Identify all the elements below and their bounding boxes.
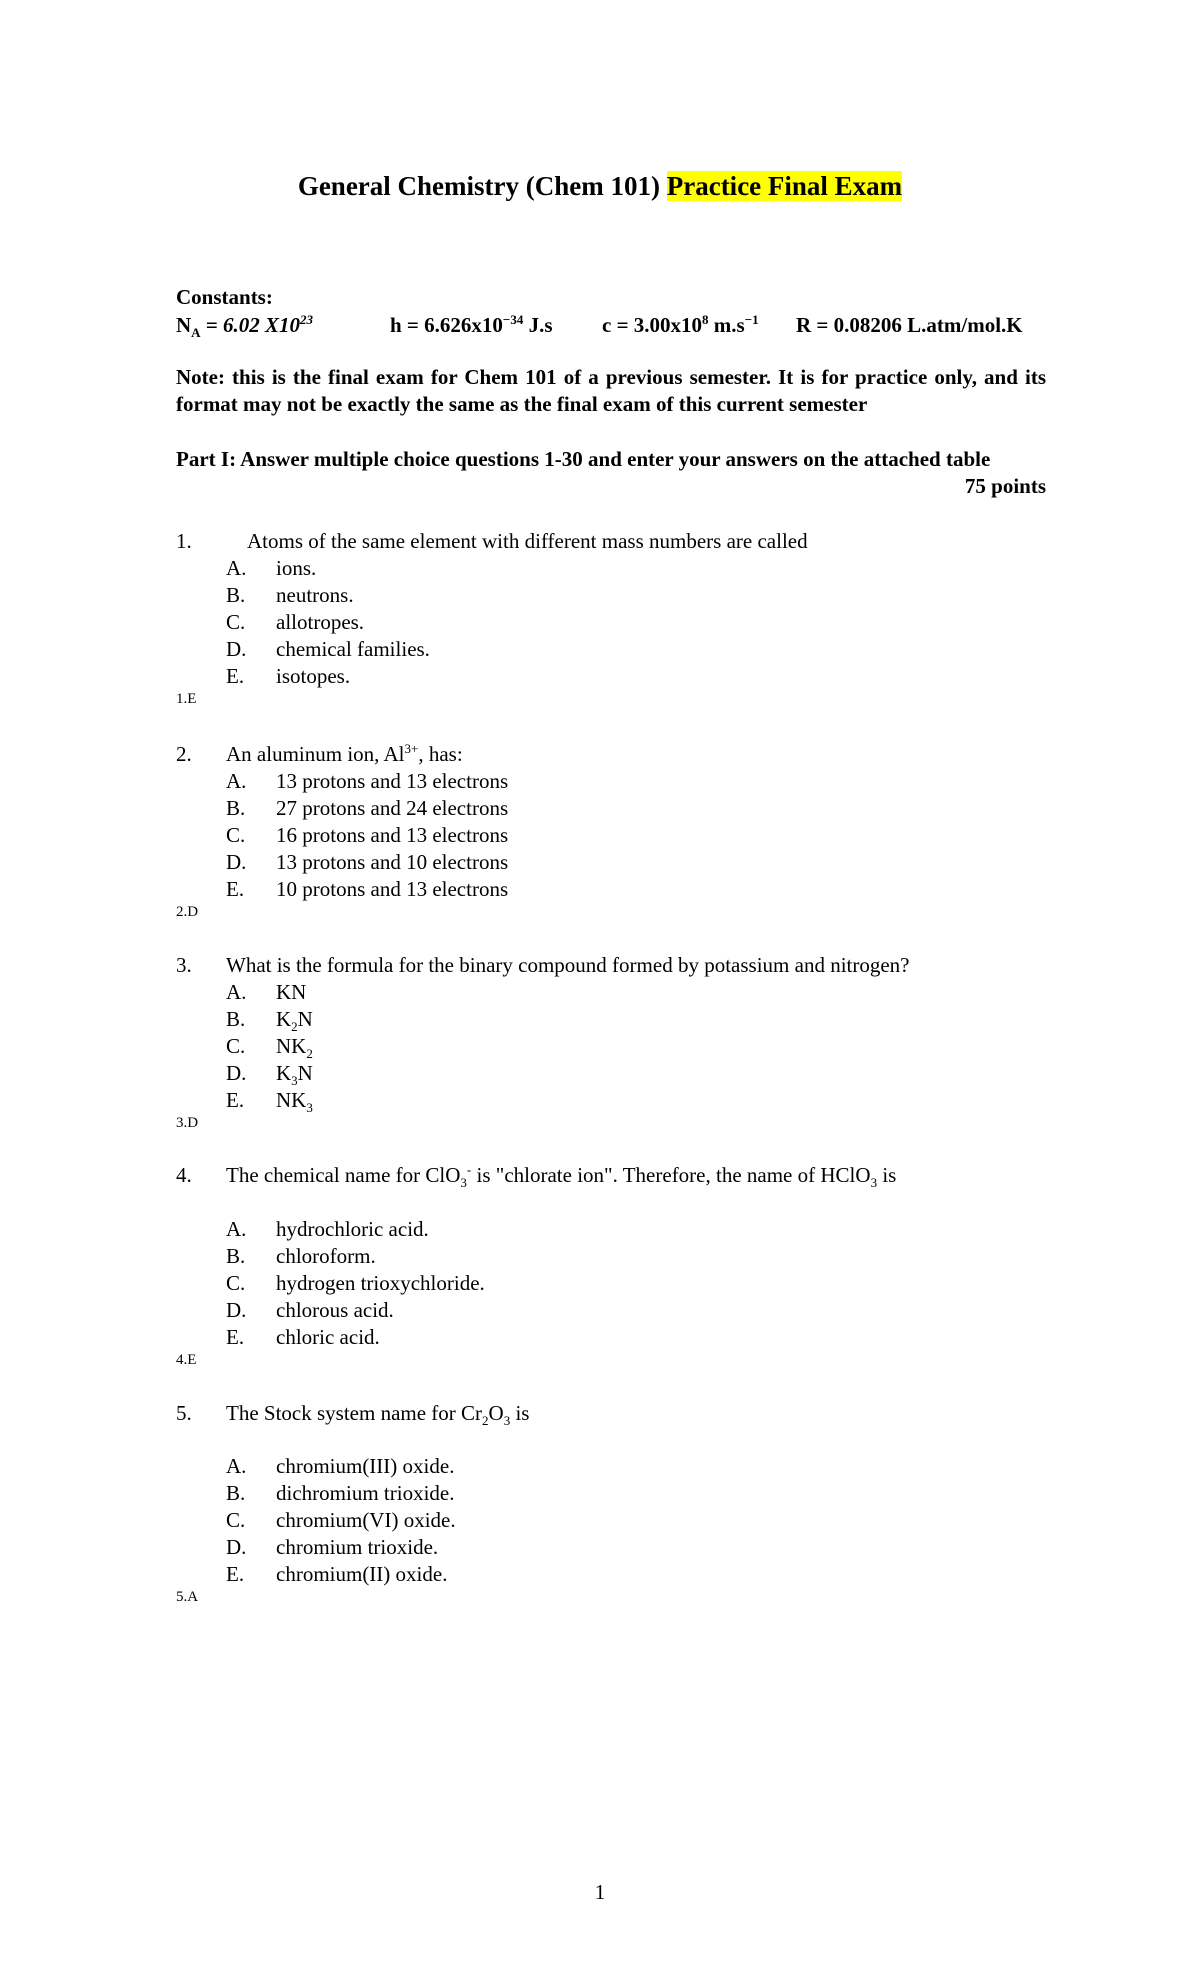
answer-key: 4.E [176, 1352, 197, 1368]
question-stem: Atoms of the same element with different mass numbers are called [247, 529, 808, 553]
option: C. $NK_2$ [226, 1034, 313, 1062]
question-number: 4. [176, 1163, 192, 1187]
exam-title [0, 168, 1200, 204]
option: C. 16 protons and 13 electrons [226, 823, 509, 847]
question-stem: The Stock system name for $Cr_2O_3$ is [226, 1401, 530, 1429]
constant-avogadro: $N_A = 6.02$ $X10^{23}$ [176, 312, 314, 341]
question-number: 5. [176, 1401, 192, 1425]
part-one-instructions [176, 446, 1046, 498]
constant-light-speed: $c = 3.00x10^8$ $m.s^{-1}$ [602, 312, 759, 337]
option: D. 13 protons and 10 electrons [226, 850, 509, 874]
option: E. $NK_3$ [226, 1088, 313, 1116]
option: A. KN [226, 980, 307, 1004]
option: A. 13 protons and 13 electrons [226, 769, 509, 793]
constant-planck: $h = 6.626x10^{-34}$ J.s [390, 312, 553, 337]
option: C. chromium(VI) oxide. [226, 1508, 456, 1532]
question-stem: An aluminum ion, $Al^{3+}$, has: [226, 741, 463, 766]
question-number: 1. [176, 529, 192, 553]
option: D. $K_3N$ [226, 1061, 313, 1089]
option: C. hydrogen trioxychloride. [226, 1271, 485, 1295]
option: E. chloric acid. [226, 1325, 380, 1349]
option: B. $K_2N$ [226, 1007, 313, 1035]
part-one-points: 75 points [964, 474, 1046, 498]
option: C. allotropes. [226, 610, 365, 634]
option: B. chloroform. [226, 1244, 376, 1268]
option: A. ions. [226, 556, 317, 580]
part-one-text: Part I: Answer multiple choice questions 1-30 and enter your answers on the attached table [176, 447, 991, 471]
answer-key: 2.D [176, 904, 199, 920]
question-number: 2. [176, 742, 192, 766]
option: B. neutrons. [226, 583, 354, 607]
question-number: 3. [176, 953, 192, 977]
option: D. chlorous acid. [226, 1298, 394, 1322]
answer-key: 5.A [176, 1589, 199, 1605]
exam-title-highlight: Practice Final Exam [666, 171, 903, 201]
question-stem: What is the formula for the binary compound formed by potassium and nitrogen? [226, 953, 910, 977]
question-stem: The chemical name for ClO$_3$- is "chlorate ion". Therefore, the name of HClO$_3$ is [226, 1162, 897, 1191]
exam-title-main: General Chemistry (Chem 101) [297, 171, 667, 201]
constants-heading: Constants: [176, 285, 273, 309]
option: D. chemical families. [226, 637, 430, 661]
option: B. dichromium trioxide. [226, 1481, 455, 1505]
constant-gas: R = 0.08206 L.atm/mol.K [796, 313, 1023, 337]
answer-key: 1.E [176, 691, 197, 707]
option: E. isotopes. [226, 664, 351, 688]
answer-key: 3.D [176, 1115, 199, 1131]
option: A. hydrochloric acid. [226, 1217, 429, 1241]
option: D. chromium trioxide. [226, 1535, 439, 1559]
exam-note: Note: this is the final exam for Chem 101 of a previous semester. It is for practice only, and its format may not be exactly the same as the final exam of this current semester [176, 365, 1046, 416]
option: E. 10 protons and 13 electrons [226, 877, 509, 901]
option: B. 27 protons and 24 electrons [226, 796, 509, 820]
option: A. chromium(III) oxide. [226, 1454, 455, 1478]
page-number: 1 [594, 1880, 606, 1904]
option: E. chromium(II) oxide. [226, 1562, 448, 1586]
